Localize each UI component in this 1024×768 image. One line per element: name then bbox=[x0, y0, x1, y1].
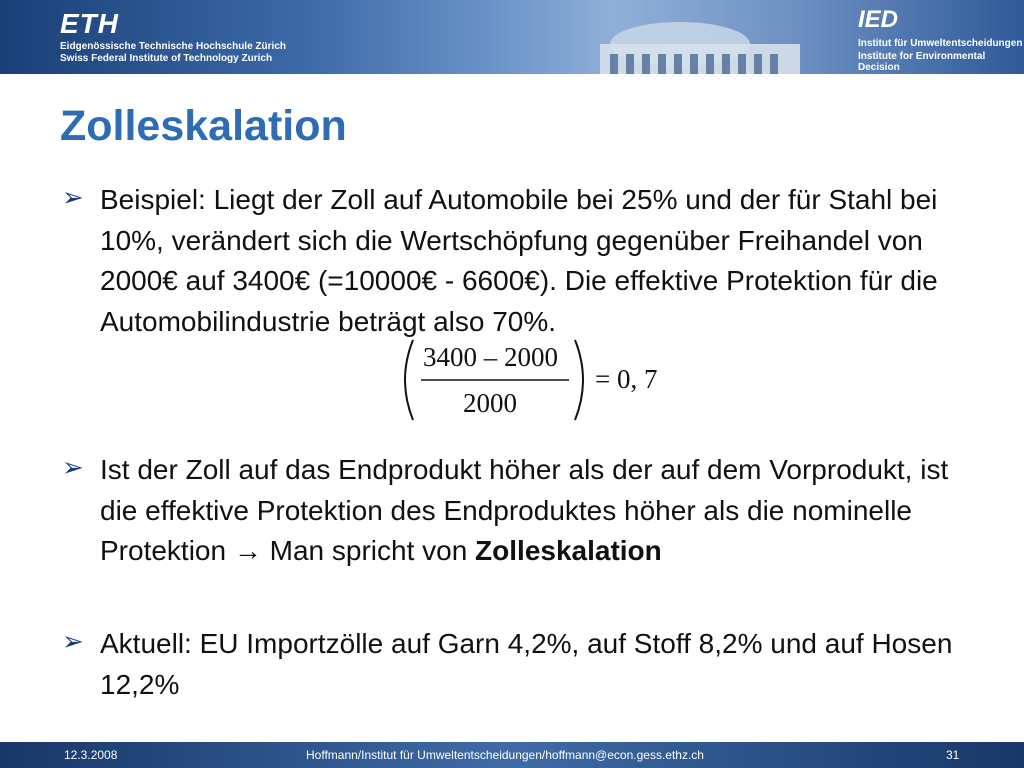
bullet-text-main: Ist der Zoll auf das Endprodukt höher als der auf dem Vorprodukt, ist die effektive Protektion des Endproduktes höher als die nominelle Protektion → Man spricht von bbox=[100, 454, 949, 566]
eth-name-de: Eidgenössische Technische Hochschule Zürich bbox=[60, 41, 286, 52]
ied-logo: IED bbox=[858, 6, 899, 33]
bullet-text-bold: Zolleskalation bbox=[475, 535, 662, 566]
footer-author: Hoffmann/Institut für Umweltentscheidungen/hoffmann@econ.gess.ethz.ch bbox=[306, 748, 704, 762]
bullet-text: Aktuell: EU Importzölle auf Garn 4,2%, auf Stoff 8,2% und auf Hosen 12,2% bbox=[100, 628, 953, 700]
right-paren bbox=[575, 340, 583, 420]
arrow-bullet-icon: ➢ bbox=[62, 626, 84, 656]
ied-name-de: Institut für Umweltentscheidungen bbox=[858, 38, 1023, 49]
header-banner bbox=[0, 0, 1024, 74]
bullet-text: Beispiel: Liegt der Zoll auf Automobile bei 25% und der für Stahl bei 10%, verändert sich die Wertschöpfung gegenüber Freihandel von 2000€ auf 3400€ (=10000€ - 6600€). Die effektive Protektion für die Automobilindustrie beträgt also 70%. bbox=[100, 184, 938, 337]
left-paren bbox=[405, 340, 413, 420]
formula-denominator: 2000 bbox=[463, 388, 517, 418]
formula-result: = 0, 7 bbox=[595, 364, 658, 394]
effective-protection-formula bbox=[395, 336, 685, 426]
ied-name-en: Institute for Environmental Decision bbox=[858, 51, 986, 73]
arrow-bullet-icon: ➢ bbox=[62, 452, 84, 482]
eth-name-en: Swiss Federal Institute of Technology Zurich bbox=[60, 53, 273, 64]
bullet-text bbox=[100, 450, 990, 572]
formula-numerator: 3400 – 2000 bbox=[423, 342, 558, 372]
arrow-bullet-icon: ➢ bbox=[62, 182, 84, 212]
eth-logo: ETH bbox=[60, 8, 119, 39]
slide-footer bbox=[0, 742, 1024, 768]
building-illustration bbox=[560, 14, 820, 74]
slide-title: Zolleskalation bbox=[60, 102, 347, 150]
page-number: 31 bbox=[946, 748, 960, 762]
footer-date: 12.3.2008 bbox=[64, 748, 118, 762]
